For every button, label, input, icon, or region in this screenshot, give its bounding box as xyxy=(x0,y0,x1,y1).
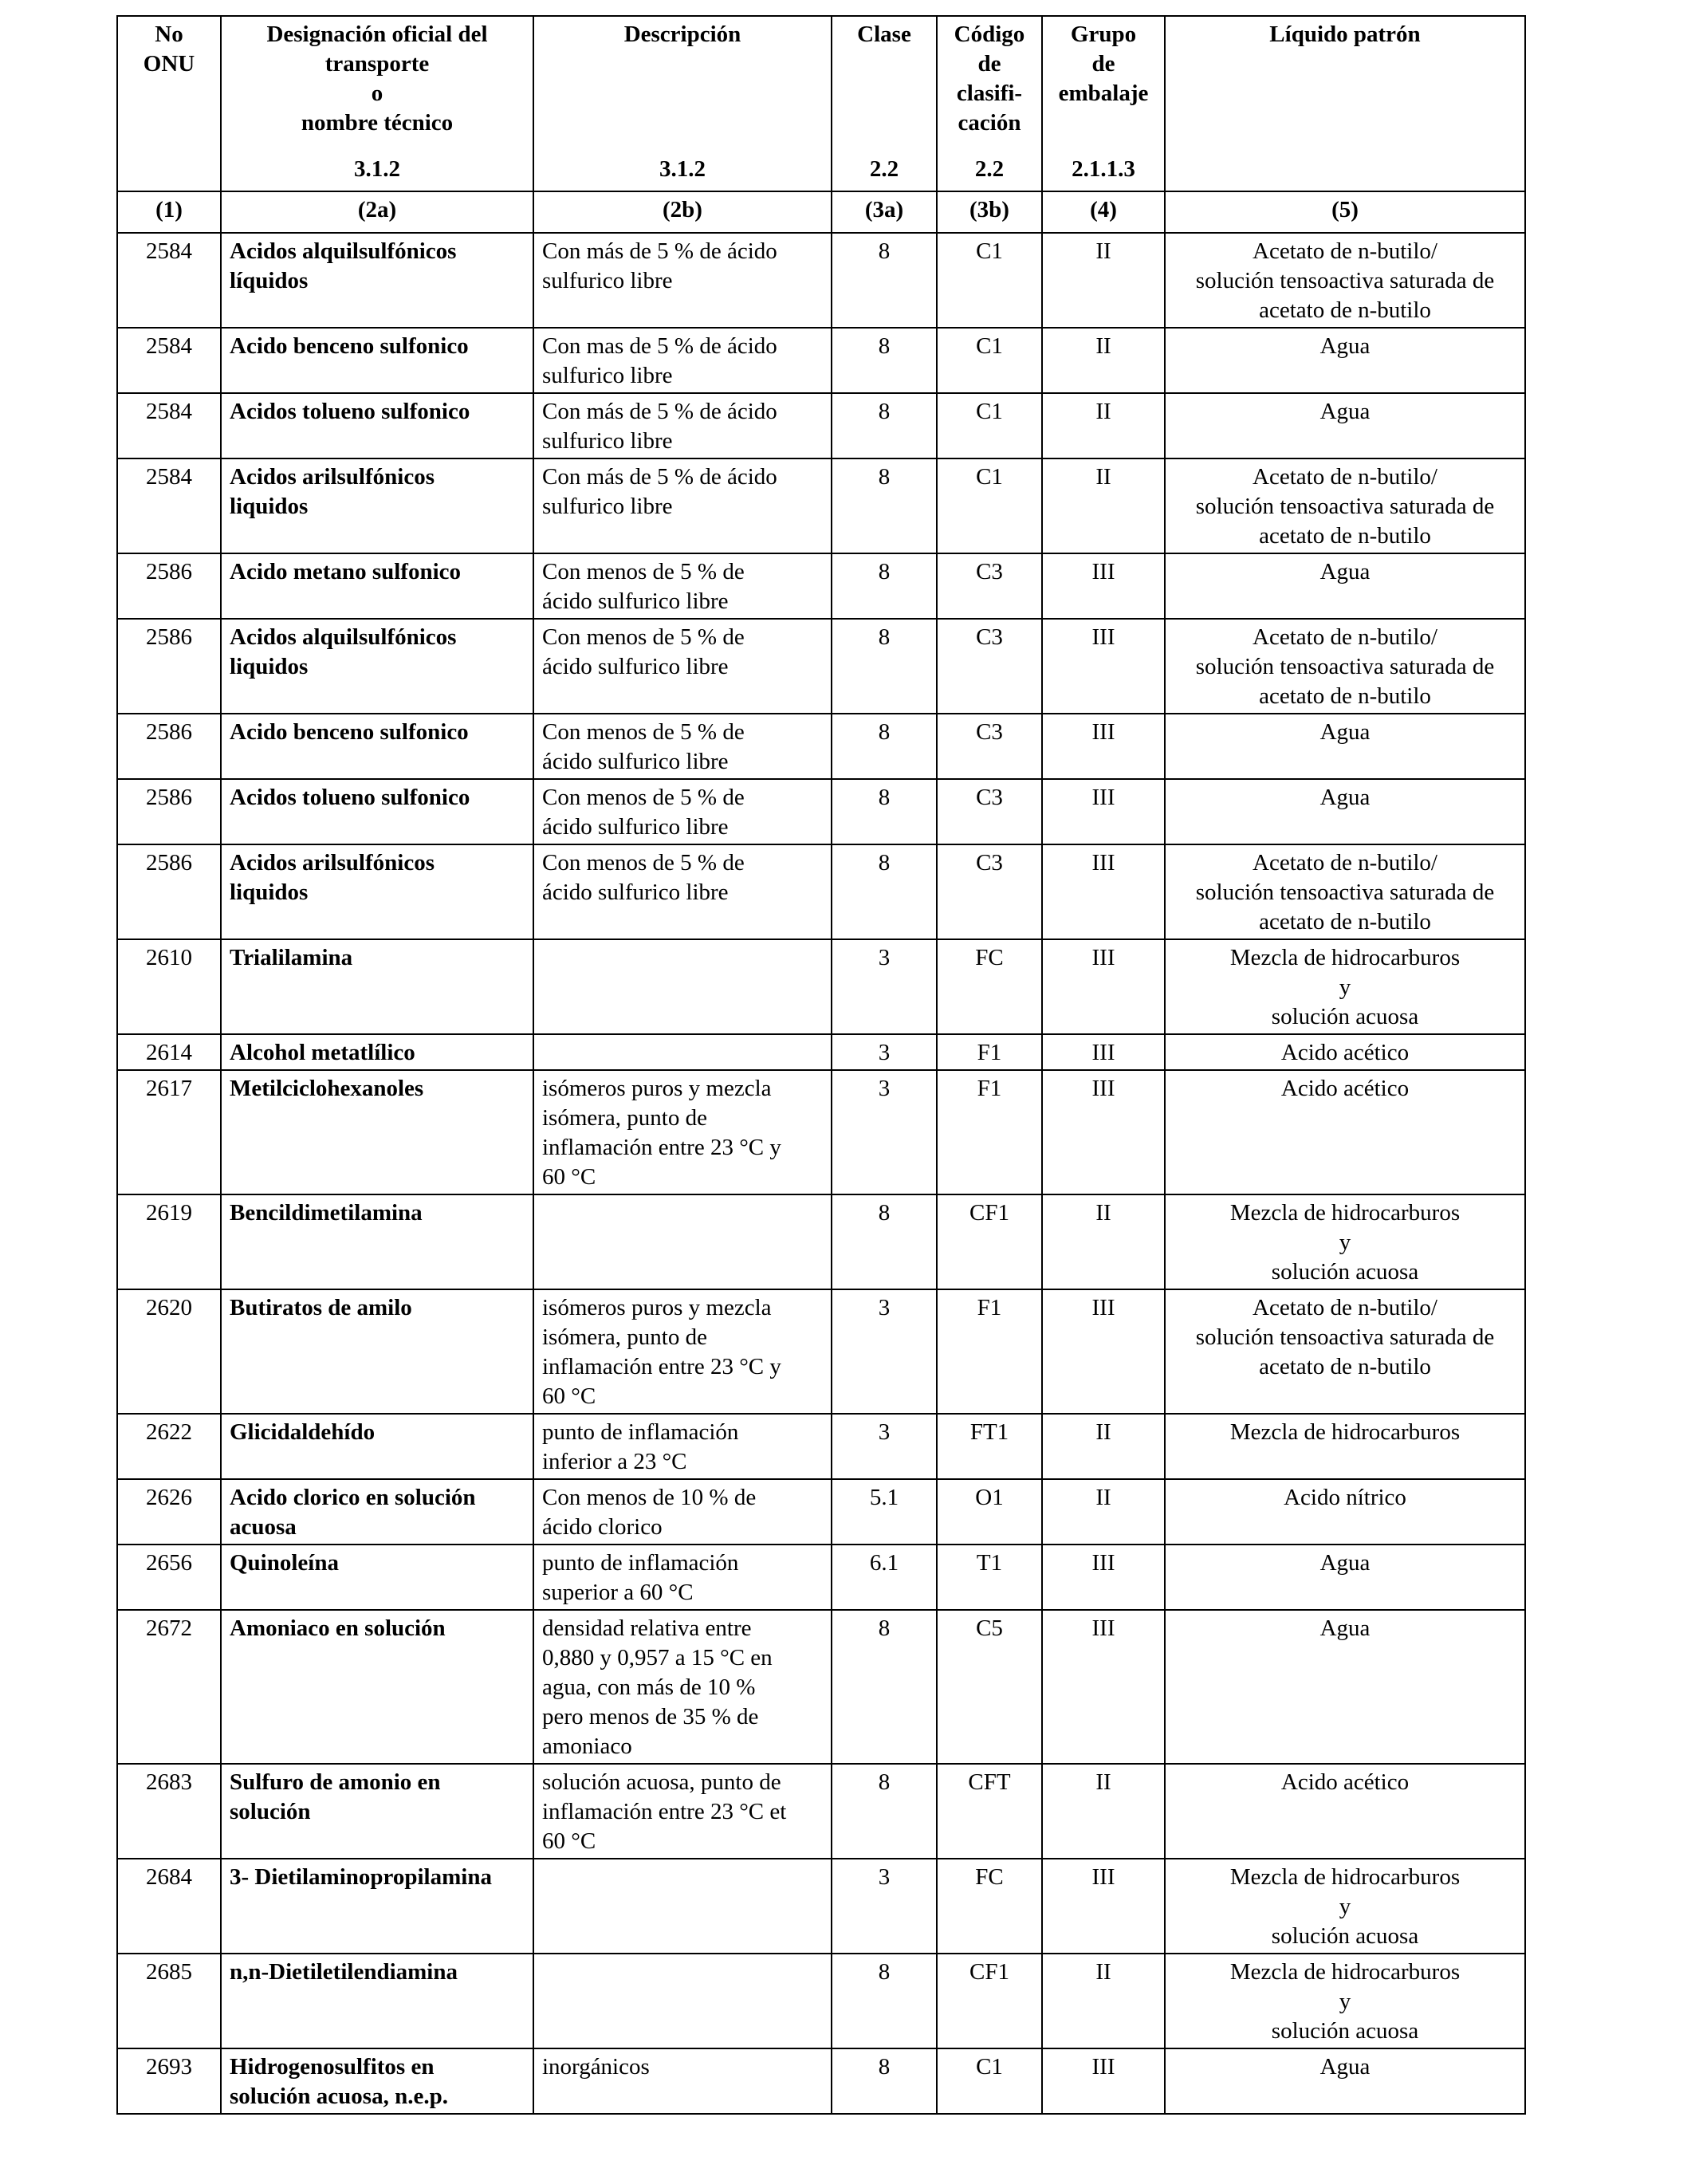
column-number: (4) xyxy=(1042,191,1165,233)
un-number-cell: 2619 xyxy=(117,1194,221,1289)
shipping-name-cell: Acidos tolueno sulfonico xyxy=(221,779,533,844)
table-row xyxy=(117,1764,1525,1859)
header-row xyxy=(117,16,1525,191)
shipping-name-cell: Acidos tolueno sulfonico xyxy=(221,393,533,458)
description-cell: Con mas de 5 % de ácido sulfurico libre xyxy=(533,328,832,393)
column-number: (3b) xyxy=(937,191,1042,233)
packing-group-cell: II xyxy=(1042,1414,1165,1479)
classification-code-cell: CF1 xyxy=(937,1954,1042,2048)
class-cell: 3 xyxy=(832,1414,937,1479)
table-row xyxy=(117,1070,1525,1194)
standard-liquid-cell: Agua xyxy=(1165,714,1525,779)
header-label: Clase xyxy=(857,22,911,47)
table-row xyxy=(117,553,1525,619)
classification-code-cell: C1 xyxy=(937,393,1042,458)
classification-code-cell: F1 xyxy=(937,1289,1042,1414)
description-cell: punto de inflamación inferior a 23 °C xyxy=(533,1414,832,1479)
classification-code-cell: FC xyxy=(937,939,1042,1034)
packing-group-cell: III xyxy=(1042,779,1165,844)
packing-group-cell: III xyxy=(1042,1545,1165,1610)
classification-code-cell: CFT xyxy=(937,1764,1042,1859)
column-number: (3a) xyxy=(832,191,937,233)
shipping-name-cell: Acidos alquilsulfónicos liquidos xyxy=(221,619,533,714)
standard-liquid-cell: Mezcla de hidrocarburos y solución acuosa xyxy=(1165,1194,1525,1289)
classification-code-cell: C1 xyxy=(937,233,1042,328)
standard-liquid-cell: Agua xyxy=(1165,1610,1525,1764)
classification-code-cell: FT1 xyxy=(937,1414,1042,1479)
packing-group-cell: II xyxy=(1042,328,1165,393)
description-cell: isómeros puros y mezcla isómera, punto de inflamación entre 23 °C y 60 °C xyxy=(533,1289,832,1414)
standard-liquid-cell: Acetato de n-butilo/ solución tensoactiva saturada de acetato de n-butilo xyxy=(1165,619,1525,714)
description-cell xyxy=(533,1034,832,1070)
table-row xyxy=(117,714,1525,779)
standard-liquid-cell: Agua xyxy=(1165,1545,1525,1610)
un-number-cell: 2610 xyxy=(117,939,221,1034)
classification-code-cell: FC xyxy=(937,1859,1042,1954)
class-cell: 3 xyxy=(832,939,937,1034)
description-cell xyxy=(533,1194,832,1289)
standard-liquid-cell: Acido acético xyxy=(1165,1034,1525,1070)
packing-group-cell: II xyxy=(1042,1194,1165,1289)
description-cell xyxy=(533,939,832,1034)
classification-code-cell: C3 xyxy=(937,779,1042,844)
description-cell: Con más de 5 % de ácido sulfurico libre xyxy=(533,393,832,458)
packing-group-cell: III xyxy=(1042,553,1165,619)
un-number-cell: 2617 xyxy=(117,1070,221,1194)
description-cell xyxy=(533,1954,832,2048)
header-cell xyxy=(832,16,937,191)
shipping-name-cell: Acidos arilsulfónicos liquidos xyxy=(221,458,533,553)
shipping-name-cell: Amoniaco en solución xyxy=(221,1610,533,1764)
column-number-row xyxy=(117,191,1525,233)
shipping-name-cell: n,n-Dietiletilendiamina xyxy=(221,1954,533,2048)
table-row xyxy=(117,844,1525,939)
packing-group-cell: II xyxy=(1042,458,1165,553)
table-row xyxy=(117,328,1525,393)
un-number-cell: 2586 xyxy=(117,779,221,844)
header-reference: 2.1.1.3 xyxy=(1072,156,1135,182)
un-number-cell: 2685 xyxy=(117,1954,221,2048)
un-number-cell: 2586 xyxy=(117,553,221,619)
table-row xyxy=(117,779,1525,844)
header-cell xyxy=(1165,16,1525,191)
table-row xyxy=(117,619,1525,714)
un-number-cell: 2684 xyxy=(117,1859,221,1954)
shipping-name-cell: Acidos alquilsulfónicos líquidos xyxy=(221,233,533,328)
class-cell: 8 xyxy=(832,2048,937,2114)
packing-group-cell: II xyxy=(1042,233,1165,328)
class-cell: 5.1 xyxy=(832,1479,937,1545)
table-row xyxy=(117,1289,1525,1414)
classification-code-cell: C3 xyxy=(937,844,1042,939)
table-row xyxy=(117,1034,1525,1070)
un-number-cell: 2586 xyxy=(117,714,221,779)
standard-liquid-cell: Mezcla de hidrocarburos y solución acuosa xyxy=(1165,1859,1525,1954)
description-cell: Con menos de 10 % de ácido clorico xyxy=(533,1479,832,1545)
classification-code-cell: C3 xyxy=(937,619,1042,714)
un-number-cell: 2656 xyxy=(117,1545,221,1610)
table-row xyxy=(117,1610,1525,1764)
header-cell xyxy=(533,16,832,191)
column-number: (2b) xyxy=(533,191,832,233)
header-reference: 3.1.2 xyxy=(354,156,400,182)
un-number-cell: 2584 xyxy=(117,328,221,393)
column-number: (5) xyxy=(1165,191,1525,233)
standard-liquid-cell: Mezcla de hidrocarburos xyxy=(1165,1414,1525,1479)
header-cell xyxy=(117,16,221,191)
header-label: Líquido patrón xyxy=(1269,22,1421,47)
packing-group-cell: II xyxy=(1042,393,1165,458)
classification-code-cell: F1 xyxy=(937,1034,1042,1070)
header-reference: 2.2 xyxy=(974,156,1005,182)
shipping-name-cell: Acido clorico en solución acuosa xyxy=(221,1479,533,1545)
table-body xyxy=(117,16,1525,2114)
packing-group-cell: III xyxy=(1042,1859,1165,1954)
un-number-cell: 2584 xyxy=(117,233,221,328)
class-cell: 8 xyxy=(832,458,937,553)
table-row xyxy=(117,1194,1525,1289)
classification-code-cell: T1 xyxy=(937,1545,1042,1610)
description-cell: densidad relativa entre 0,880 y 0,957 a 15 °C en agua, con más de 10 % pero menos de 35 % de amoniaco xyxy=(533,1610,832,1764)
packing-group-cell: II xyxy=(1042,1954,1165,2048)
class-cell: 3 xyxy=(832,1070,937,1194)
packing-group-cell: III xyxy=(1042,1070,1165,1194)
description-cell: Con menos de 5 % de ácido sulfurico libre xyxy=(533,553,832,619)
table-row xyxy=(117,939,1525,1034)
standard-liquid-cell: Mezcla de hidrocarburos y solución acuosa xyxy=(1165,1954,1525,2048)
shipping-name-cell: Metilciclohexanoles xyxy=(221,1070,533,1194)
packing-group-cell: III xyxy=(1042,619,1165,714)
table-row xyxy=(117,458,1525,553)
table-row xyxy=(117,1859,1525,1954)
table-row xyxy=(117,1414,1525,1479)
classification-code-cell: C1 xyxy=(937,458,1042,553)
packing-group-cell: III xyxy=(1042,1034,1165,1070)
column-number: (1) xyxy=(117,191,221,233)
substances-table xyxy=(116,15,1526,2115)
table-row xyxy=(117,1545,1525,1610)
table-row xyxy=(117,393,1525,458)
table-row xyxy=(117,233,1525,328)
un-number-cell: 2614 xyxy=(117,1034,221,1070)
class-cell: 8 xyxy=(832,1954,937,2048)
standard-liquid-cell: Agua xyxy=(1165,2048,1525,2114)
shipping-name-cell: Bencildimetilamina xyxy=(221,1194,533,1289)
class-cell: 8 xyxy=(832,779,937,844)
standard-liquid-cell: Acetato de n-butilo/ solución tensoactiva saturada de acetato de n-butilo xyxy=(1165,458,1525,553)
description-cell: solución acuosa, punto de inflamación entre 23 °C et 60 °C xyxy=(533,1764,832,1859)
standard-liquid-cell: Mezcla de hidrocarburos y solución acuosa xyxy=(1165,939,1525,1034)
shipping-name-cell: Trialilamina xyxy=(221,939,533,1034)
un-number-cell: 2672 xyxy=(117,1610,221,1764)
standard-liquid-cell: Acetato de n-butilo/ solución tensoactiva saturada de acetato de n-butilo xyxy=(1165,844,1525,939)
un-number-cell: 2584 xyxy=(117,458,221,553)
shipping-name-cell: Hidrogenosulfitos en solución acuosa, n.e.p. xyxy=(221,2048,533,2114)
shipping-name-cell: Acido benceno sulfonico xyxy=(221,714,533,779)
packing-group-cell: III xyxy=(1042,844,1165,939)
header-label: Descripción xyxy=(623,22,741,47)
table-row xyxy=(117,1479,1525,1545)
un-number-cell: 2693 xyxy=(117,2048,221,2114)
class-cell: 8 xyxy=(832,714,937,779)
shipping-name-cell: Sulfuro de amonio en solución xyxy=(221,1764,533,1859)
un-number-cell: 2683 xyxy=(117,1764,221,1859)
shipping-name-cell: Acido benceno sulfonico xyxy=(221,328,533,393)
description-cell: Con más de 5 % de ácido sulfurico libre xyxy=(533,233,832,328)
class-cell: 3 xyxy=(832,1289,937,1414)
classification-code-cell: C3 xyxy=(937,553,1042,619)
shipping-name-cell: Quinoleína xyxy=(221,1545,533,1610)
class-cell: 8 xyxy=(832,1194,937,1289)
packing-group-cell: III xyxy=(1042,1610,1165,1764)
classification-code-cell: C1 xyxy=(937,328,1042,393)
header-label: Designación oficial del transporte o nombre técnico xyxy=(266,22,488,136)
shipping-name-cell: Acido metano sulfonico xyxy=(221,553,533,619)
header-label: Código de clasifi- cación xyxy=(954,22,1025,136)
standard-liquid-cell: Acido acético xyxy=(1165,1070,1525,1194)
header-reference: 3.1.2 xyxy=(659,156,706,182)
standard-liquid-cell: Agua xyxy=(1165,553,1525,619)
classification-code-cell: O1 xyxy=(937,1479,1042,1545)
class-cell: 8 xyxy=(832,844,937,939)
description-cell: punto de inflamación superior a 60 °C xyxy=(533,1545,832,1610)
un-number-cell: 2586 xyxy=(117,619,221,714)
description-cell: Con menos de 5 % de ácido sulfurico libre xyxy=(533,619,832,714)
class-cell: 8 xyxy=(832,553,937,619)
packing-group-cell: III xyxy=(1042,1289,1165,1414)
description-cell: inorgánicos xyxy=(533,2048,832,2114)
class-cell: 8 xyxy=(832,1610,937,1764)
standard-liquid-cell: Agua xyxy=(1165,393,1525,458)
packing-group-cell: II xyxy=(1042,1764,1165,1859)
un-number-cell: 2626 xyxy=(117,1479,221,1545)
standard-liquid-cell: Acido acético xyxy=(1165,1764,1525,1859)
class-cell: 6.1 xyxy=(832,1545,937,1610)
class-cell: 8 xyxy=(832,328,937,393)
class-cell: 8 xyxy=(832,619,937,714)
shipping-name-cell: Alcohol metatlílico xyxy=(221,1034,533,1070)
description-cell: Con más de 5 % de ácido sulfurico libre xyxy=(533,458,832,553)
classification-code-cell: CF1 xyxy=(937,1194,1042,1289)
standard-liquid-cell: Acetato de n-butilo/ solución tensoactiva saturada de acetato de n-butilo xyxy=(1165,1289,1525,1414)
shipping-name-cell: Butiratos de amilo xyxy=(221,1289,533,1414)
class-cell: 8 xyxy=(832,393,937,458)
standard-liquid-cell: Agua xyxy=(1165,779,1525,844)
class-cell: 8 xyxy=(832,233,937,328)
table-row xyxy=(117,2048,1525,2114)
un-number-cell: 2622 xyxy=(117,1414,221,1479)
standard-liquid-cell: Agua xyxy=(1165,328,1525,393)
packing-group-cell: III xyxy=(1042,2048,1165,2114)
header-label: Grupo de embalaje xyxy=(1058,22,1149,106)
packing-group-cell: III xyxy=(1042,939,1165,1034)
un-number-cell: 2584 xyxy=(117,393,221,458)
table-row xyxy=(117,1954,1525,2048)
un-number-cell: 2620 xyxy=(117,1289,221,1414)
classification-code-cell: C3 xyxy=(937,714,1042,779)
column-number: (2a) xyxy=(221,191,533,233)
class-cell: 3 xyxy=(832,1034,937,1070)
class-cell: 8 xyxy=(832,1764,937,1859)
shipping-name-cell: 3- Dietilaminopropilamina xyxy=(221,1859,533,1954)
header-cell xyxy=(1042,16,1165,191)
header-label: No ONU xyxy=(143,22,195,77)
description-cell: Con menos de 5 % de ácido sulfurico libre xyxy=(533,779,832,844)
classification-code-cell: C5 xyxy=(937,1610,1042,1764)
shipping-name-cell: Glicidaldehído xyxy=(221,1414,533,1479)
description-cell: isómeros puros y mezcla isómera, punto de inflamación entre 23 °C y 60 °C xyxy=(533,1070,832,1194)
standard-liquid-cell: Acetato de n-butilo/ solución tensoactiva saturada de acetato de n-butilo xyxy=(1165,233,1525,328)
description-cell xyxy=(533,1859,832,1954)
header-reference: 2.2 xyxy=(869,156,899,182)
header-cell xyxy=(937,16,1042,191)
classification-code-cell: C1 xyxy=(937,2048,1042,2114)
packing-group-cell: III xyxy=(1042,714,1165,779)
header-cell xyxy=(221,16,533,191)
standard-liquid-cell: Acido nítrico xyxy=(1165,1479,1525,1545)
description-cell: Con menos de 5 % de ácido sulfurico libre xyxy=(533,714,832,779)
shipping-name-cell: Acidos arilsulfónicos liquidos xyxy=(221,844,533,939)
description-cell: Con menos de 5 % de ácido sulfurico libre xyxy=(533,844,832,939)
class-cell: 3 xyxy=(832,1859,937,1954)
un-number-cell: 2586 xyxy=(117,844,221,939)
classification-code-cell: F1 xyxy=(937,1070,1042,1194)
packing-group-cell: II xyxy=(1042,1479,1165,1545)
